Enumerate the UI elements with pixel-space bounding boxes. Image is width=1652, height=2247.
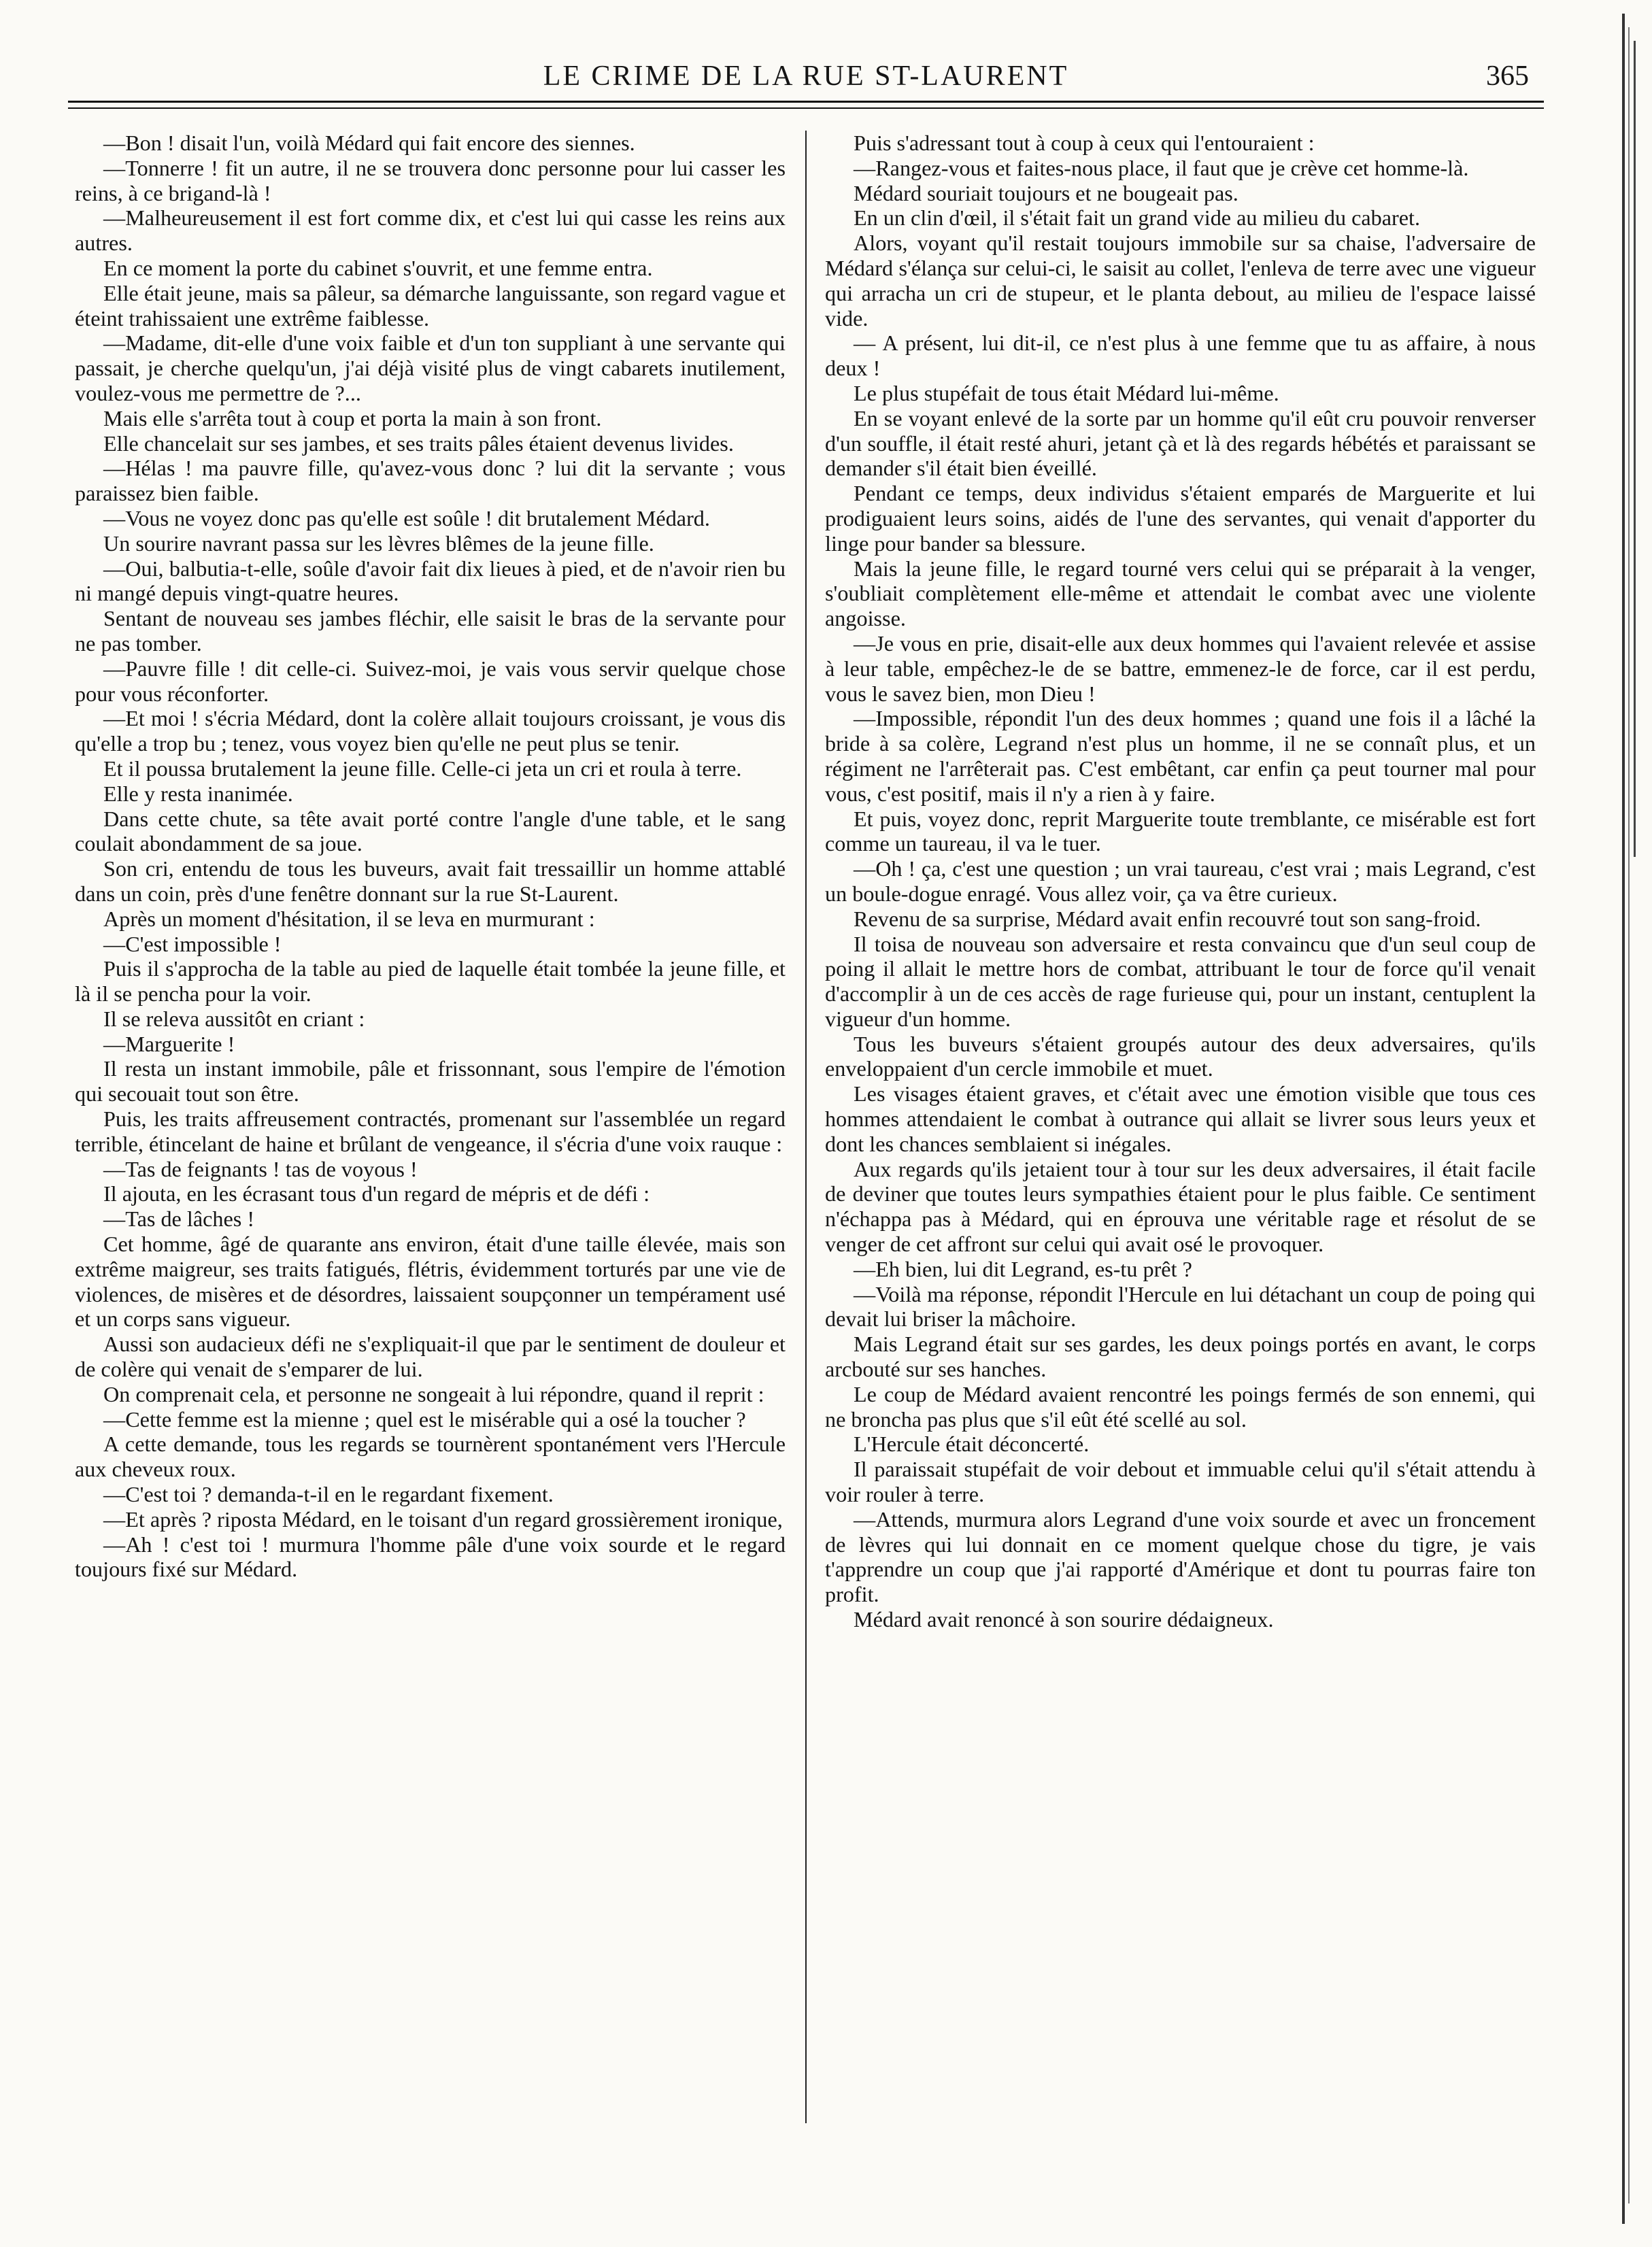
paragraph: En se voyant enlevé de la sorte par un homme qu'il eût cru pouvoir renverser d'un souffle, il était resté ahuri, jetant çà et là des regards hébétés et paraissant se demander s'il était bien éveillé.	[825, 405, 1536, 481]
paragraph: —Vous ne voyez donc pas qu'elle est soûle ! dit brutalement Médard.	[103, 505, 710, 530]
paragraph: Alors, voyant qu'il restait toujours immobile sur sa chaise, l'adversaire de Médard s'élança sur celui-ci, le saisit au collet, l'enleva de terre avec une vigueur qui arracha un cri de stupeur, et le planta debout, au milieu de l'espace laissé vide.	[825, 231, 1536, 331]
binding-line	[1628, 27, 1630, 2203]
paragraph: On comprenait cela, et personne ne songeait à lui répondre, quand il reprit :	[103, 1381, 764, 1406]
paragraph: —Hélas ! ma pauvre fille, qu'avez-vous donc ? lui dit la servante ; vous paraissez bien faible.	[75, 456, 786, 506]
paragraph: Mais elle s'arrêta tout à coup et porta la main à son front.	[103, 405, 602, 430]
paragraph: —Et moi ! s'écria Médard, dont la colère allait toujours croissant, je vous dis qu'elle a trop bu ; tenez, vous voyez bien qu'elle ne peut plus se tenir.	[75, 706, 786, 756]
paragraph: Pendant ce temps, deux individus s'étaient emparés de Marguerite et lui prodiguaient leurs soins, aidés de l'une des servantes, qui venait d'apporter du linge pour bander sa blessure.	[825, 481, 1536, 556]
paragraph: Aux regards qu'ils jetaient tour à tour sur les deux adversaires, il était facile de deviner que toutes leurs sympathies étaient pour le plus faible. Ce sentiment n'échappa pas à Médard, qui en éprouva une véritable rage et résolut de se venger de cet affront sur celui qui avait osé le provoquer.	[825, 1156, 1536, 1257]
paragraph: —Ah ! c'est toi ! murmura l'homme pâle d'une voix sourde et le regard toujours fixé sur Médard.	[75, 1532, 786, 1582]
paragraph: A cette demande, tous les regards se tournèrent spontanément vers l'Hercule aux cheveux roux.	[75, 1432, 786, 1482]
paragraph: Après un moment d'hésitation, il se leva en murmurant :	[103, 906, 595, 931]
paragraph: Elle était jeune, mais sa pâleur, sa démarche languissante, son regard vague et éteint trahissaient une extrême faiblesse.	[75, 280, 786, 331]
running-title: LE CRIME DE LA RUE ST-LAURENT	[543, 61, 1069, 92]
paragraph: —Eh bien, lui dit Legrand, es-tu prêt ?	[854, 1256, 1192, 1281]
column-divider	[805, 131, 807, 2123]
header-rule	[68, 101, 1544, 103]
paragraph: Le coup de Médard avaient rencontré les poings fermés de son ennemi, qui ne broncha pas plus que s'il eût été scellé au sol.	[825, 1381, 1536, 1432]
page-header	[68, 48, 1544, 109]
header-rule-double	[68, 107, 1544, 109]
paragraph: —Madame, dit-elle d'une voix faible et d'un ton suppliant à une servante qui passait, je cherche quelqu'un, j'ai déjà visité plus de vingt cabarets inutilement, voulez-vous me permettre de ?...	[75, 331, 786, 405]
paragraph: —Je vous en prie, disait-elle aux deux hommes qui l'avaient relevée et assise à leur table, empêchez-le de se battre, emmenez-le de force, car il est perdu, vous le savez bien, mon Dieu !	[825, 630, 1536, 706]
paragraph: —Tonnerre ! fit un autre, il ne se trouvera donc personne pour lui casser les reins, à ce brigand-là !	[75, 155, 786, 205]
paragraph: Sentant de nouveau ses jambes fléchir, elle saisit le bras de la servante pour ne pas tomber.	[75, 606, 786, 656]
paragraph: —Oui, balbutia-t-elle, soûle d'avoir fait dix lieues à pied, et de n'avoir rien bu ni mangé depuis vingt-quatre heures.	[75, 556, 786, 606]
paragraph: Un sourire navrant passa sur les lèvres blêmes de la jeune fille.	[103, 530, 654, 556]
left-text-column	[75, 131, 786, 2130]
paragraph: —Tas de lâches !	[103, 1206, 255, 1232]
paragraph: —Attends, murmura alors Legrand d'une voix sourde et avec un froncement de lèvres qui lui donnait en ce moment quelque chose du tigre, je vais t'apprendre un coup que j'ai rapporté d'Amérique et dont tu pourras faire ton profit.	[825, 1506, 1536, 1607]
paragraph: En un clin d'œil, il s'était fait un grand vide au milieu du cabaret.	[854, 205, 1421, 231]
paragraph: Médard avait renoncé à son sourire dédaigneux.	[854, 1607, 1274, 1632]
paragraph: L'Hercule était déconcerté.	[854, 1432, 1090, 1457]
paragraph: Aussi son audacieux défi ne s'expliquait-il que par le sentiment de douleur et de colère qui venait de s'emparer de lui.	[75, 1332, 786, 1382]
paragraph: Mais Legrand était sur ses gardes, les deux poings portés en avant, le corps arcbouté sur ses hanches.	[825, 1332, 1536, 1382]
paragraph: Il se releva aussitôt en criant :	[103, 1006, 365, 1031]
paragraph: Il toisa de nouveau son adversaire et resta convaincu que d'un seul coup de poing il allait le mettre hors de combat, attribuant le tour de force qu'il venait d'accomplir à un de ces accès de rage furieuse qui, pour un instant, centuplent la vigueur d'un homme.	[825, 931, 1536, 1031]
paragraph: —C'est toi ? demanda-t-il en le regardant fixement.	[103, 1482, 554, 1507]
paragraph: —Et après ? riposta Médard, en le toisant d'un regard grossièrement ironique,	[103, 1506, 783, 1532]
paragraph: Le plus stupéfait de tous était Médard lui-même.	[854, 380, 1279, 405]
paragraph: —Pauvre fille ! dit celle-ci. Suivez-moi, je vais vous servir quelque chose pour vous réconforter.	[75, 656, 786, 706]
paragraph: —Voilà ma réponse, répondit l'Hercule en lui détachant un coup de poing qui devait lui briser la mâchoire.	[825, 1281, 1536, 1332]
paragraph: Cet homme, âgé de quarante ans environ, était d'une taille élevée, mais son extrême maigreur, ses traits fatigués, flétris, évidemment torturés par une vie de violences, de misères et de désordres, laissaient soupçonner un tempérament usé et un corps sans vigueur.	[75, 1232, 786, 1332]
paragraph: Revenu de sa surprise, Médard avait enfin recouvré tout son sang-froid.	[854, 906, 1481, 931]
paragraph: Il resta un instant immobile, pâle et frissonnant, sous l'empire de l'émotion qui secouait tout son être.	[75, 1056, 786, 1106]
paragraph: Il ajouta, en les écrasant tous d'un regard de mépris et de défi :	[103, 1181, 650, 1206]
paragraph: Puis il s'approcha de la table au pied de laquelle était tombée la jeune fille, et là il se pencha pour la voir.	[75, 956, 786, 1007]
paragraph: Son cri, entendu de tous les buveurs, avait fait tressaillir un homme attablé dans un coin, près d'une fenêtre donnant sur la rue St-Laurent.	[75, 856, 786, 906]
paragraph: —C'est impossible !	[103, 931, 282, 956]
paragraph: Elle chancelait sur ses jambes, et ses traits pâles étaient devenus livides.	[103, 430, 734, 456]
paragraph: Mais la jeune fille, le regard tourné vers celui qui se préparait à la venger, s'oubliait complètement elle-même et attendait le combat avec une violente angoisse.	[825, 556, 1536, 631]
paragraph: Et puis, voyez donc, reprit Marguerite toute tremblante, ce misérable est fort comme un taureau, il va le tuer.	[825, 806, 1536, 856]
paragraph: En ce moment la porte du cabinet s'ouvrit, et une femme entra.	[103, 255, 653, 280]
paragraph: Elle y resta inanimée.	[103, 781, 293, 806]
paragraph: —Rangez-vous et faites-nous place, il faut que je crève cet homme-là.	[854, 155, 1469, 180]
paragraph: —Malheureusement il est fort comme dix, et c'est lui qui casse les reins aux autres.	[75, 205, 786, 256]
paragraph: Tous les buveurs s'étaient groupés autour des deux adversaires, qu'ils enveloppaient d'un cercle immobile et muet.	[825, 1031, 1536, 1081]
paragraph: Puis, les traits affreusement contractés, promenant sur l'assemblée un regard terrible, étincelant de haine et brûlant de vengeance, il s'écria d'une voix rauque :	[75, 1106, 786, 1156]
paragraph: Puis s'adressant tout à coup à ceux qui l'entouraient :	[854, 131, 1315, 155]
paragraph: Médard souriait toujours et ne bougeait pas.	[854, 180, 1238, 205]
paragraph: Et il poussa brutalement la jeune fille. Celle-ci jeta un cri et roula à terre.	[103, 756, 742, 781]
paragraph: —Bon ! disait l'un, voilà Médard qui fait encore des siennes.	[103, 131, 635, 155]
paragraph: Dans cette chute, sa tête avait porté contre l'angle d'une table, et le sang coulait abondamment de sa joue.	[75, 806, 786, 856]
paragraph: —Cette femme est la mienne ; quel est le misérable qui a osé la toucher ?	[103, 1406, 746, 1432]
binding-line	[1634, 41, 1636, 857]
paragraph: Il paraissait stupéfait de voir debout et immuable celui qu'il s'était attendu à voir rouler à terre.	[825, 1457, 1536, 1507]
paragraph: —Tas de feignants ! tas de voyous !	[103, 1156, 418, 1181]
paragraph: Les visages étaient graves, et c'était avec une émotion visible que tous ces hommes attendaient le combat à outrance qui allait se livrer sous leurs yeux et dont les chances semblaient si inégales.	[825, 1081, 1536, 1156]
paragraph: —Impossible, répondit l'un des deux hommes ; quand une fois il a lâché la bride à sa colère, Legrand n'est plus un homme, il ne se connaît plus, et un régiment ne l'arrêterait pas. C'est embêtant, car enfin ça peut tourner mal pour vous, c'est positif, mais il n'y a rien à y faire.	[825, 706, 1536, 806]
paragraph: —Marguerite !	[103, 1031, 235, 1056]
binding-line	[1622, 14, 1625, 2224]
paragraph: — A présent, lui dit-il, ce n'est plus à une femme que tu as affaire, à nous deux !	[825, 331, 1536, 381]
right-text-column	[825, 131, 1536, 2130]
paragraph: —Oh ! ça, c'est une question ; un vrai taureau, c'est vrai ; mais Legrand, c'est un boule-dogue enragé. Vous allez voir, ça va être curieux.	[825, 856, 1536, 906]
page-number: 365	[1486, 61, 1529, 92]
